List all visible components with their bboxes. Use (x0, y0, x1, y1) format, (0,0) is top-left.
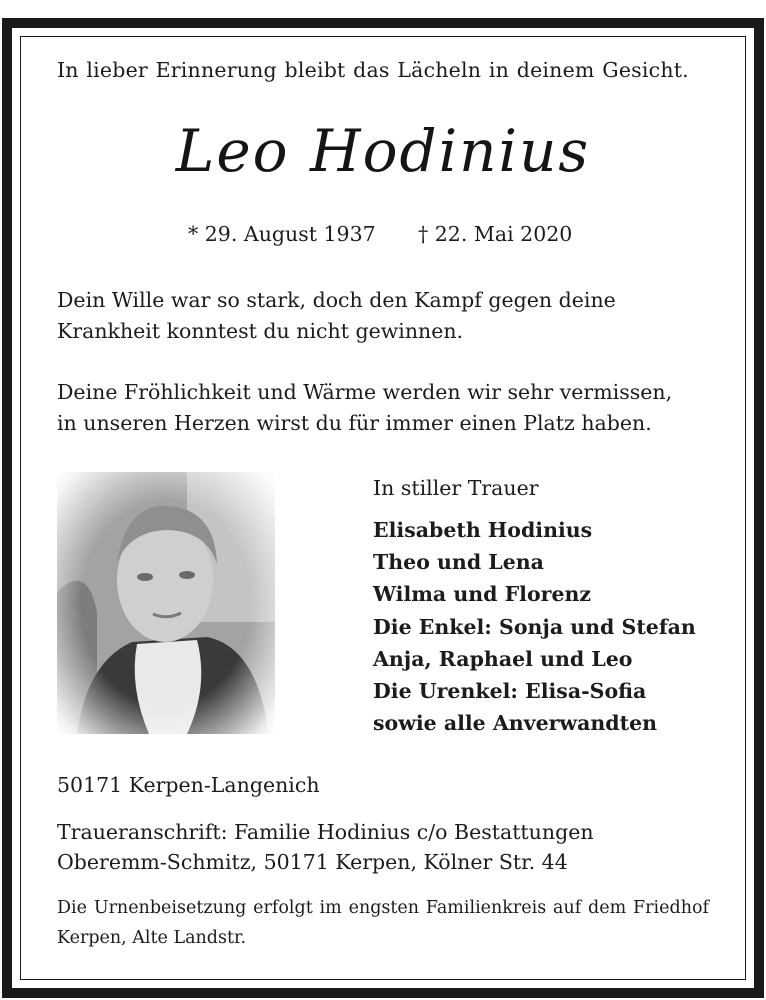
mourner-name: Wilma und Florenz (373, 582, 592, 607)
mourner-name: Anja, Raphael und Leo (373, 646, 633, 671)
birth-date: * 29. August 1937 (188, 222, 376, 246)
mourners-list (373, 514, 696, 739)
address-line: Traueranschrift: Familie Hodinius c/o Bestattungen (57, 820, 594, 844)
portrait-photo (57, 472, 275, 734)
burial-notice: Die Urnenbeisetzung erfolgt im engsten Familienkreis auf dem Friedhof Kerpen, Alte Landstr. (57, 898, 709, 948)
mourning-intro: In stiller Trauer (373, 476, 539, 500)
photo-vignette (57, 472, 275, 734)
address-line: Oberemm-Schmitz, 50171 Kerpen, Kölner Str. 44 (57, 850, 568, 874)
motto: In lieber Erinnerung bleibt das Lächeln in deinem Gesicht. (57, 58, 689, 82)
death-date: † 22. Mai 2020 (418, 222, 573, 246)
tribute-line: in unseren Herzen wirst du für immer einen Platz haben. (57, 411, 652, 435)
tribute-line: Dein Wille war so stark, doch den Kampf gegen deine (57, 288, 616, 312)
mourner-name: Elisabeth Hodinius (373, 518, 593, 542)
family-location: 50171 Kerpen-Langenich (57, 773, 320, 797)
condolence-address (57, 817, 594, 877)
mourner-name: sowie alle Anverwandten (373, 711, 658, 736)
tribute-line: Deine Fröhlichkeit und Wärme werden wir sehr vermissen, (57, 380, 673, 404)
mourner-name: Die Enkel: Sonja und Stefan (373, 614, 696, 639)
deceased-name: Leo Hodinius (175, 117, 591, 185)
tribute-paragraph-1 (57, 285, 616, 347)
mourner-name: Theo und Lena (373, 550, 544, 575)
tribute-line: Krankheit konntest du nicht gewinnen. (57, 319, 464, 343)
tribute-paragraph-2 (57, 377, 672, 439)
mourner-name: Die Urenkel: Elisa-Sofia (373, 679, 647, 704)
